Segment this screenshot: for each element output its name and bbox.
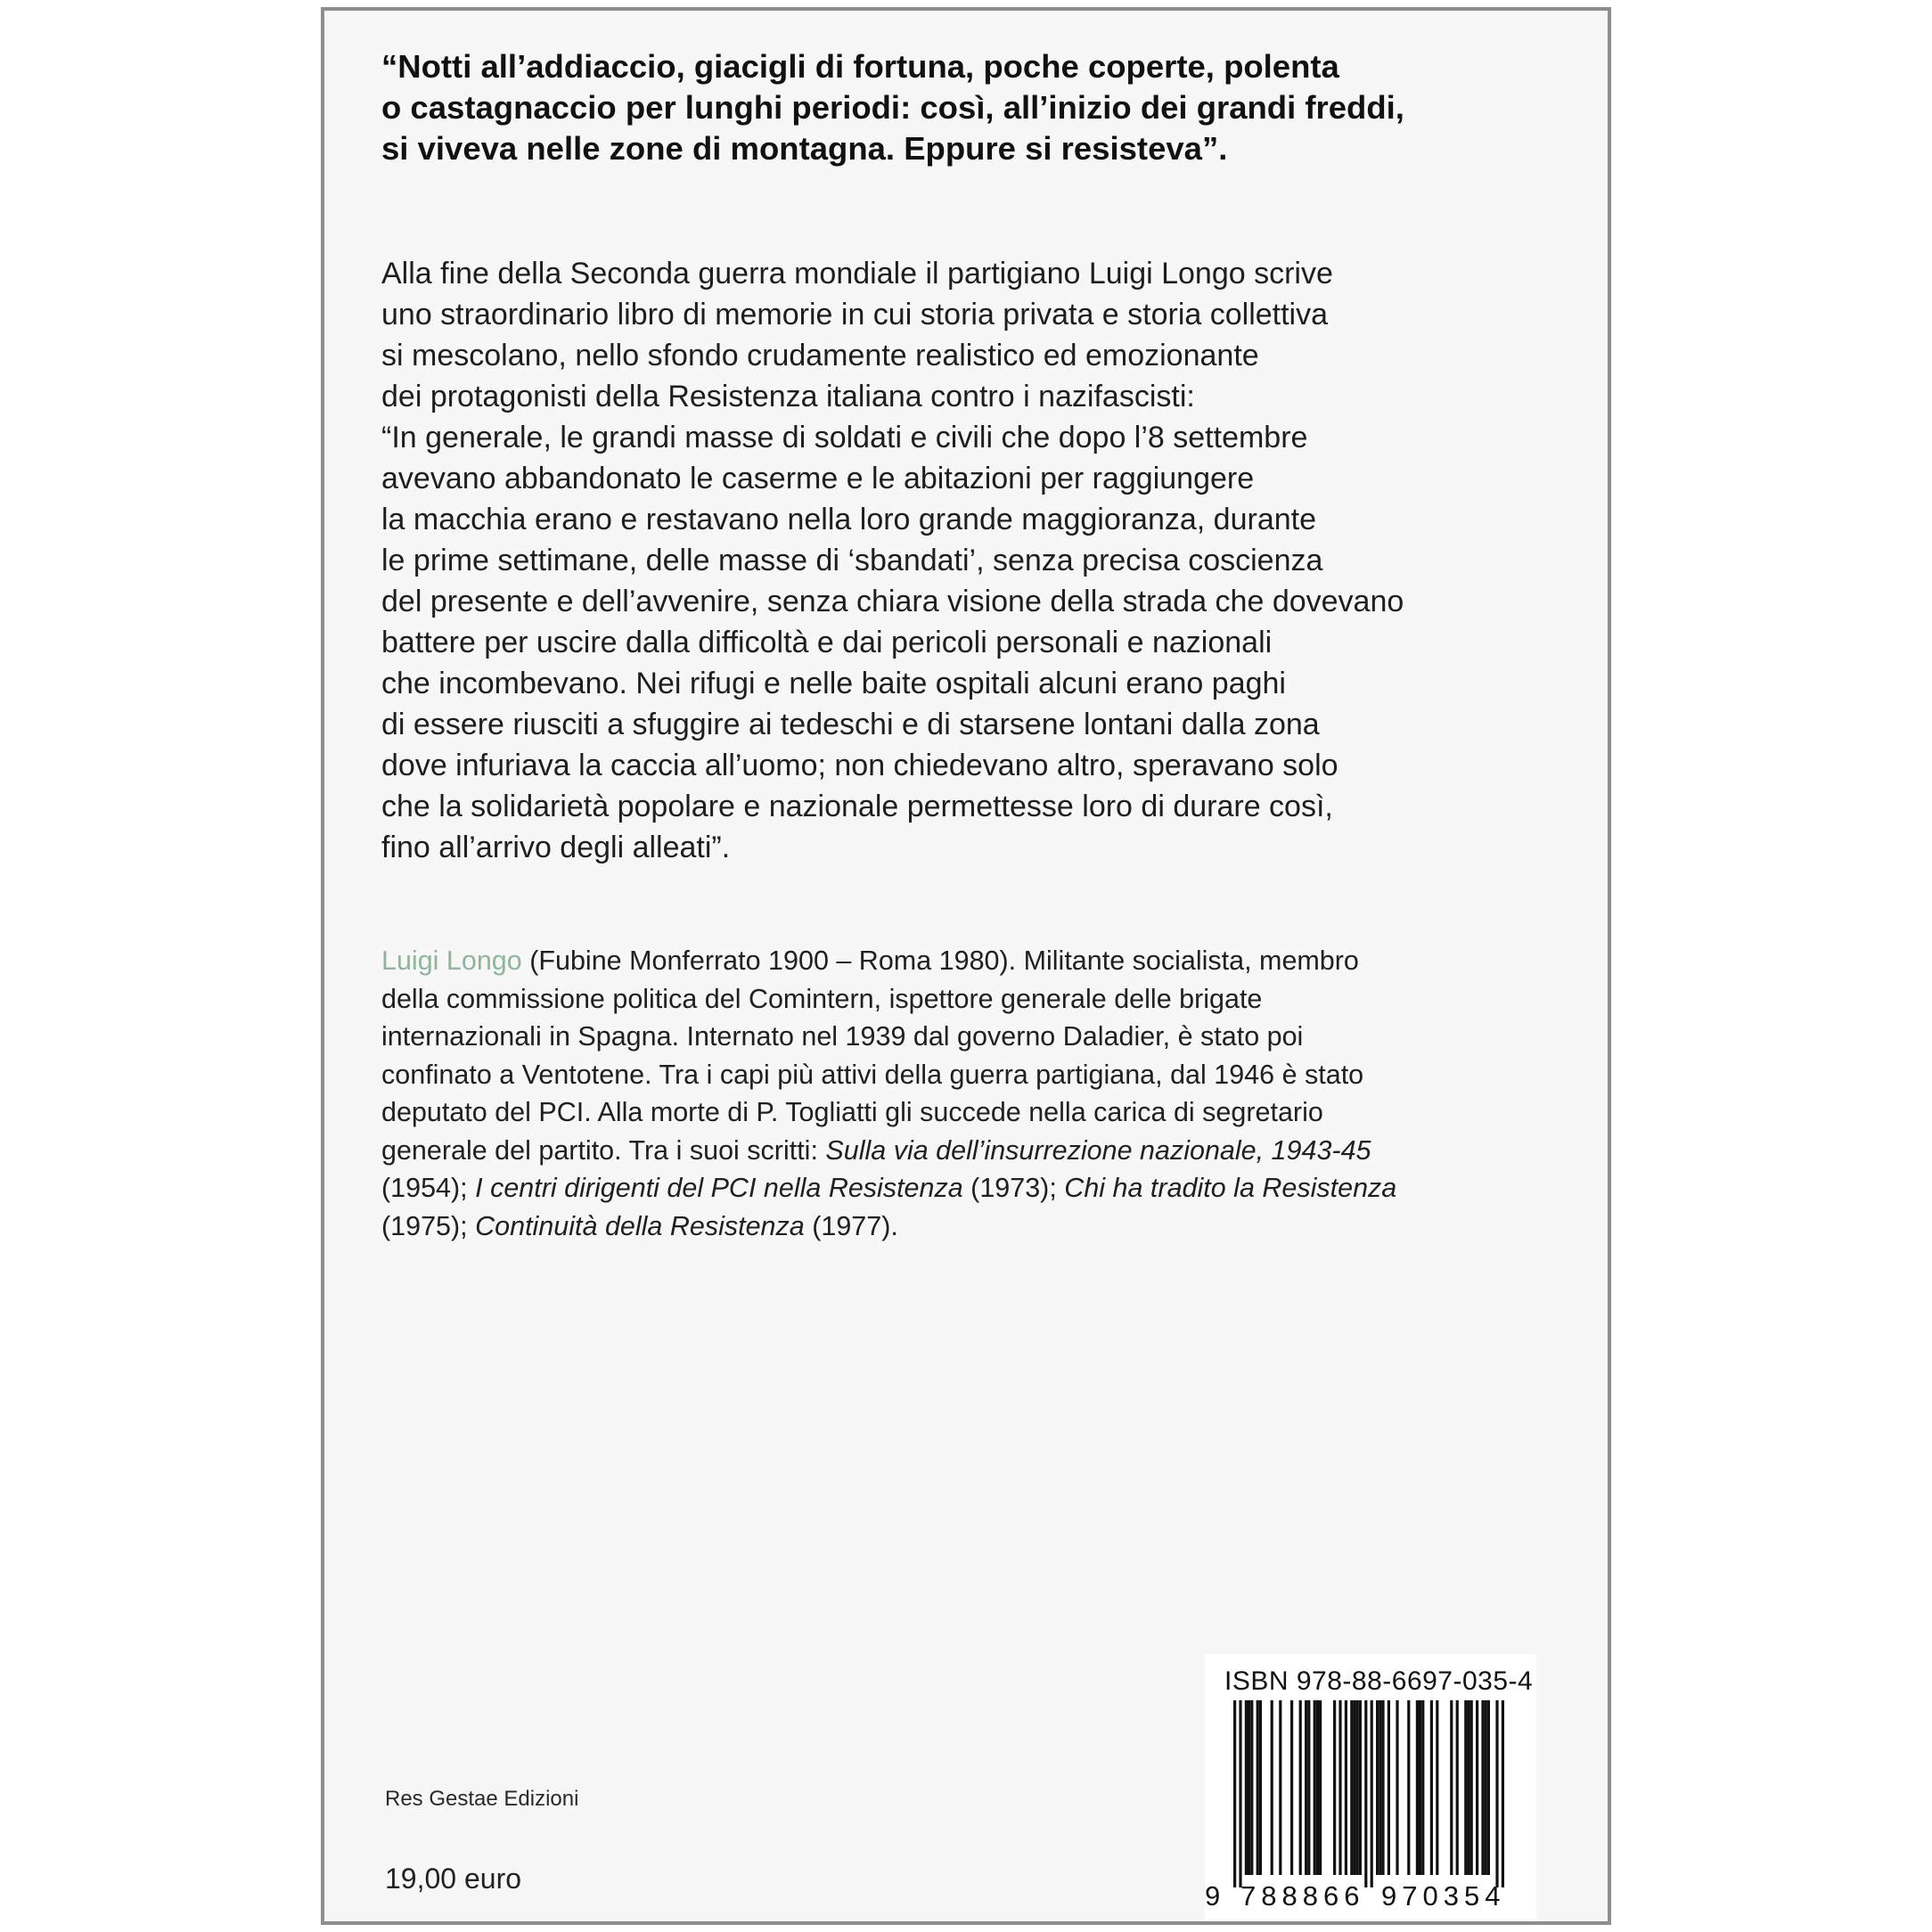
barcode-bar — [1485, 1700, 1487, 1875]
quote-line: o castagnaccio per lunghi periodi: così, all’inizio dei grandi freddi, — [381, 89, 1404, 126]
barcode-bar — [1388, 1700, 1390, 1875]
barcode-bar — [1353, 1700, 1355, 1875]
synopsis-line: di essere riusciti a sfuggire ai tedeschi e di starsene lontani dalla zona — [381, 708, 1320, 741]
barcode-bar — [1257, 1700, 1259, 1875]
bio-text: (1954); — [381, 1173, 476, 1203]
barcode-bar — [1248, 1700, 1250, 1875]
bio-text: (1975); — [381, 1210, 476, 1241]
bio-line: della commissione politica del Comintern, ispettore generale delle brigate — [381, 983, 1263, 1014]
bio-line: internazionali in Spagna. Internato nel 1939 dal governo Daladier, è stato poi — [381, 1021, 1304, 1052]
barcode-bar — [1359, 1700, 1362, 1875]
barcode-bar — [1319, 1700, 1322, 1875]
barcode-bar — [1350, 1700, 1353, 1875]
author-name: Luigi Longo — [381, 946, 522, 976]
barcode-bar — [1464, 1700, 1467, 1875]
barcode-bar — [1233, 1700, 1236, 1887]
barcode-bar — [1316, 1700, 1319, 1875]
barcode-bar — [1416, 1700, 1419, 1875]
barcode-bar — [1290, 1700, 1293, 1875]
synopsis-line: le prime settimane, delle masse di ‘sbandati’, senza precisa coscienza — [381, 544, 1323, 577]
ean-right-digits: 970354 — [1381, 1880, 1506, 1912]
author-bio — [381, 942, 1576, 1245]
bio-text: (1973); — [962, 1173, 1065, 1203]
barcode-bar — [1356, 1700, 1359, 1875]
barcode-bar — [1371, 1700, 1373, 1887]
barcode-bar — [1299, 1700, 1302, 1875]
quote-line: “Notti all’addiaccio, giacigli di fortuna, poche coperte, polenta — [381, 48, 1339, 85]
ean-left-digits: 788866 — [1240, 1880, 1365, 1912]
synopsis-line: del presente e dell’avvenire, senza chiara visione della strada che dovevano — [381, 585, 1404, 618]
barcode-bar — [1376, 1700, 1379, 1875]
barcode-bar — [1487, 1700, 1490, 1875]
synopsis-line: la macchia erano e restavano nella loro grande maggioranza, durante — [381, 503, 1316, 536]
barcode-bars — [1226, 1700, 1520, 1887]
synopsis-line: Alla fine della Seconda guerra mondiale il partigiano Luigi Longo scrive — [381, 257, 1333, 291]
barcode-bar — [1450, 1700, 1453, 1875]
barcode-bar — [1338, 1700, 1341, 1875]
work-title: Continuità della Resistenza — [475, 1210, 805, 1241]
synopsis-line: che la solidarietà popolare e nazionale permettesse loro di durare così, — [381, 790, 1333, 823]
barcode-bar — [1333, 1700, 1336, 1875]
barcode-bar — [1307, 1700, 1310, 1875]
ean-first-digit: 9 — [1205, 1880, 1221, 1912]
work-title: Chi ha tradito la Resistenza — [1064, 1173, 1397, 1203]
isbn-label: ISBN 978-88-6697-035-4 — [1224, 1666, 1534, 1696]
price-label: 19,00 euro — [385, 1862, 522, 1895]
synopsis-line: dei protagonisti della Resistenza italiana contro i nazifascisti: — [381, 380, 1195, 413]
cover-quote — [381, 46, 1567, 169]
synopsis-line: si mescolano, nello sfondo crudamente realistico ed emozionante — [381, 339, 1259, 372]
synopsis-line: uno straordinario libro di memorie in cui storia privata e storia collettiva — [381, 298, 1329, 332]
barcode-bar — [1305, 1700, 1307, 1875]
barcode-bar — [1379, 1700, 1381, 1875]
barcode-bar — [1407, 1700, 1410, 1875]
bio-line: confinato a Ventotene. Tra i capi più attivi della guerra partigiana, dal 1946 è stato — [381, 1059, 1364, 1090]
barcode-bar — [1314, 1700, 1316, 1875]
barcode-bar — [1396, 1700, 1398, 1875]
synopsis-line: battere per uscire dalla difficoltà e dai pericoli personali e nazionali — [381, 626, 1273, 659]
bio-line — [381, 942, 1576, 980]
barcode-bar — [1481, 1700, 1484, 1875]
bio-text: (1977). — [804, 1210, 898, 1241]
barcode-bar — [1436, 1700, 1438, 1875]
barcode-bar — [1419, 1700, 1421, 1875]
barcode-bar — [1279, 1700, 1281, 1875]
book-back-cover — [321, 7, 1611, 1925]
bio-line: deputato del PCI. Alla morte di P. Togliatti gli succede nella carica di segretario — [381, 1097, 1323, 1127]
synopsis-line: che incombevano. Nei rifugi e nelle baite ospitali alcuni erano paghi — [381, 667, 1286, 700]
barcode-bar — [1502, 1700, 1504, 1887]
barcode-bar — [1364, 1700, 1367, 1887]
barcode-bar — [1239, 1700, 1241, 1887]
barcode-bar — [1259, 1700, 1262, 1875]
barcode-bar — [1345, 1700, 1347, 1875]
barcode-bar — [1271, 1700, 1273, 1875]
bio-text: generale del partito. Tra i suoi scritti: — [381, 1134, 826, 1166]
barcode-bar — [1421, 1700, 1424, 1875]
bio-line — [381, 1208, 1576, 1246]
barcode-bar — [1476, 1700, 1478, 1875]
barcode-bar — [1456, 1700, 1459, 1875]
work-title: Sulla via dell’insurrezione nazionale, 1943-45 — [825, 1134, 1371, 1166]
bio-line — [381, 1169, 1576, 1208]
synopsis-line: dove infuriava la caccia all’uomo; non chiedevano altro, speravano solo — [381, 749, 1338, 782]
barcode-bar — [1495, 1700, 1498, 1887]
synopsis-line: fino all’arrivo degli alleati”. — [381, 831, 731, 864]
barcode-bar — [1470, 1700, 1473, 1875]
barcode-bar — [1430, 1700, 1433, 1875]
synopsis — [381, 253, 1576, 868]
work-title: I centri dirigenti del PCI nella Resistenza — [475, 1173, 963, 1203]
quote-line: si viveva nelle zone di montagna. Eppure si resisteva”. — [381, 130, 1228, 167]
synopsis-line: “In generale, le grandi masse di soldati e civili che dopo l’8 settembre — [381, 421, 1308, 454]
barcode-bar — [1467, 1700, 1469, 1875]
barcode-bar — [1250, 1700, 1253, 1875]
publisher-name: Res Gestae Edizioni — [385, 1787, 579, 1811]
barcode-bar — [1245, 1700, 1248, 1875]
bio-line — [381, 1132, 1576, 1170]
isbn-barcode — [1205, 1654, 1536, 1921]
synopsis-line: avevano abbandonato le caserme e le abitazioni per raggiungere — [381, 462, 1255, 495]
barcode-bar — [1381, 1700, 1384, 1875]
bio-text: (Fubine Monferrato 1900 – Roma 1980). Militante socialista, membro — [521, 946, 1359, 976]
